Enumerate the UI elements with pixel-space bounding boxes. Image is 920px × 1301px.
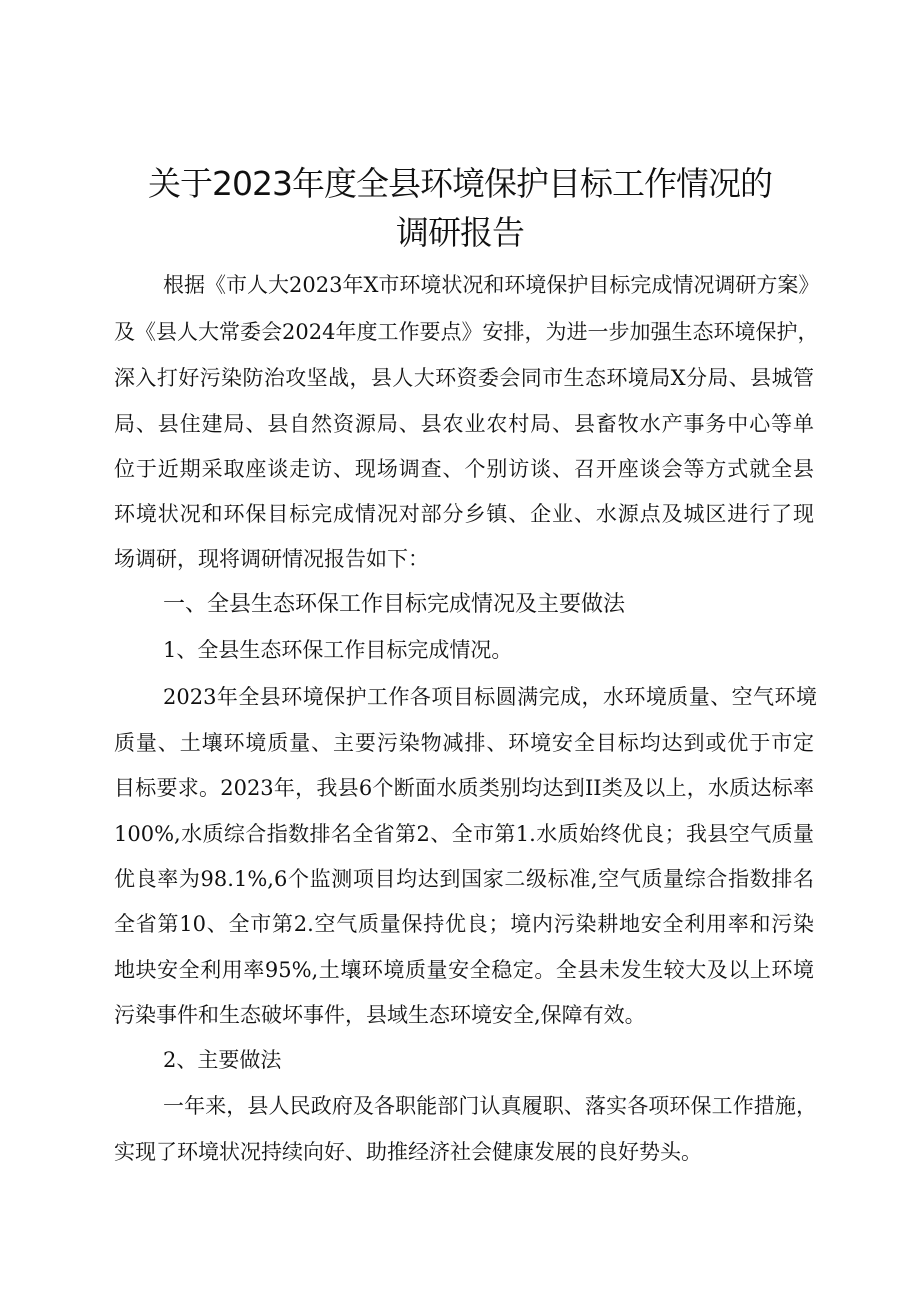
para1-line-8: 污染事件和生态破坏事件，县域生态环境安全,保障有效。 xyxy=(114,1003,646,1027)
para1-line-2: 质量、土壤环境质量、主要污染物减排、环境安全目标均达到或优于市定 xyxy=(114,731,814,755)
para1-line-5: 优良率为98.1%,6个监测项目均达到国家二级标准,空气质量综合指数排名 xyxy=(114,867,814,891)
para1-line-4: 100%,水质综合指数排名全省第2、全市第1.水质始终优良；我县空气质量 xyxy=(114,822,814,846)
document-title-line-2: 调研报告 xyxy=(396,213,524,252)
subsection-1-heading: 1、全县生态环保工作目标完成情况。 xyxy=(163,638,513,662)
para2-line-1: 一年来，县人民政府及各职能部门认真履职、落实各项环保工作措施， xyxy=(163,1094,817,1118)
subsection-2-heading: 2、主要做法 xyxy=(163,1048,282,1072)
para1-line-1: 2023年全县环境保护工作各项目标圆满完成，水环境质量、空气环境 xyxy=(163,685,817,709)
para1-line-7: 地块安全利用率95%,土壤环境质量安全稳定。全县未发生较大及以上环境 xyxy=(114,958,814,982)
intro-line-4: 局、县住建局、县自然资源局、县农业农村局、县畜牧水产事务中心等单 xyxy=(114,412,814,436)
intro-line-3: 深入打好污染防治攻坚战，县人大环资委会同市生态环境局X分局、县城管 xyxy=(114,366,814,390)
para2-line-2: 实现了环境状况持续向好、助推经济社会健康发展的良好势头。 xyxy=(114,1140,702,1164)
intro-line-6: 环境状况和环保目标完成情况对部分乡镇、企业、水源点及城区进行了现 xyxy=(114,502,814,526)
intro-line-2: 及《县人大常委会2024年度工作要点》安排，为进一步加强生态环境保护， xyxy=(114,320,819,344)
intro-line-7: 场调研，现将调研情况报告如下： xyxy=(114,547,429,571)
intro-line-5: 位于近期采取座谈走访、现场调查、个别访谈、召开座谈会等方式就全县 xyxy=(114,457,814,481)
document-title-line-1: 关于2023年度全县环境保护目标工作情况的 xyxy=(148,164,772,203)
para1-line-3: 目标要求。2023年，我县6个断面水质类别均达到II类及以上，水质达标率 xyxy=(114,776,814,800)
section-1-heading: 一、全县生态环保工作目标完成情况及主要做法 xyxy=(163,592,626,617)
para1-line-6: 全省第10、全市第2.空气质量保持优良；境内污染耕地安全利用率和污染 xyxy=(114,912,814,936)
intro-line-1: 根据《市人大2023年X市环境状况和环境保护目标完成情况调研方案》 xyxy=(163,273,820,297)
